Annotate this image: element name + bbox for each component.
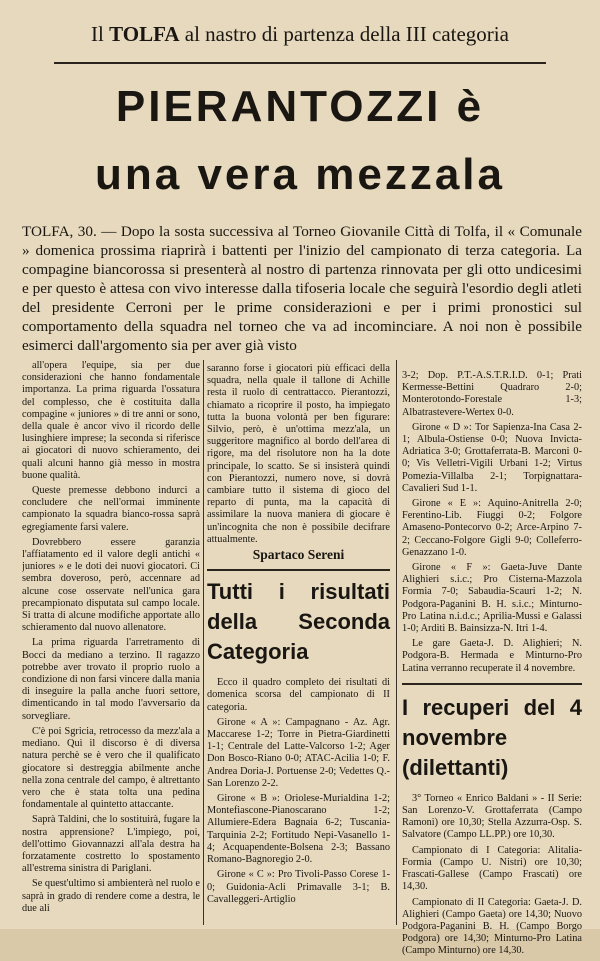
paragraph: La prima riguarda l'arretramento di Bocci da mediano a terzino. Il ragazzo potrebbe aver trovato il proprio ruolo a condizione di non farsi vincere dalla mania di inseguire la palla anche fuori settore, dimenticando in tal modo l'avversario da sorvegliare. — [22, 637, 200, 722]
kicker — [0, 22, 600, 47]
paragraph: Girone « B »: Oriolese-Murialdina 1-2; Montefiascone-Pianoscarano 1-2; Allumiere-Edera Bagnaia 6-2; Tuscania-Tarquinia 2-2; Fortitudo Nepi-Vasanello 1-4; Acquapendente-Bolsena 2-3; Bassano Romano-Bagnoregio 2-0. — [207, 793, 390, 866]
paragraph: Girone « C »: Pro Tivoli-Passo Corese 1-0; Guidonia-Acli Primavalle 3-1; B. Cavalleggeri-Artiglio — [207, 869, 390, 905]
author-signature: Spartaco Sereni — [252, 547, 345, 563]
column-1 — [22, 360, 200, 920]
column-divider — [396, 360, 397, 925]
paragraph: Campionato di I Categoria: Alitalia-Formia (Campo U. Nistri) ore 10,30; Frascati-Gallese (Campo Frascati) ore 14,30. — [402, 844, 582, 893]
paragraph: Girone « A »: Campagnano - Az. Agr. Maccarese 1-2; Torre in Pietra-Giardinetti 1-1; Centrale del Latte-Valcorso 1-2; Ager Don Bosco-Riano 0-0; ATAC-Acilia 1-0; F. Andrea Doria-J. Portuense 2-0; Vedettes Q.-San Lorenzo 2-2. — [207, 716, 390, 789]
divider — [207, 569, 390, 571]
kicker-pre: Il — [91, 22, 110, 46]
column-2 — [207, 363, 390, 909]
paragraph: Dovrebbero essere garanzia l'affiatamento ed il valore degli antichi « juniores » e le doti dei nuovi giocatori. Ci sembra doveroso, però, accennare ad alcune cose osservate nell'unica gara precampionato disputata sul campo locale. Si tratta di alcune modifiche apportate allo schieramento dal nuovo allenatore. — [22, 536, 200, 634]
paragraph: Campionato di II Categoria: Gaeta-J. D. Alighieri (Campo Gaeta) ore 14,30; Nuovo Podgora-Paganini B. H. (Campo Borgo Podgora) ore 14,30; Minturno-Pro Latina (Campo Minturno) ore 14,30. — [402, 896, 582, 957]
paragraph: Girone « D »: Tor Sapienza-Ina Casa 2-1; Albula-Ostiense 0-0; Nuova Invicta-Adriatica 3-0; Grottaferrata-B. Marconi 0-0; Vis Velletri-Vigili Urbani 1-2; Virtus Pomezia-Villalba 2-1; Torpignattara-Cavalieri Sud 1-1. — [402, 421, 582, 494]
paragraph: 3-2; Dop. P.T.-A.S.T.R.I.D. 0-1; Prati Kermesse-Bettini Quadraro 2-0; Monterotondo-Forestale 1-3; Albatrastevere-Wertex 0-0. — [402, 370, 582, 418]
column-3 — [402, 370, 582, 961]
paragraph: 3° Torneo « Enrico Baldani » - II Serie: San Lorenzo-V. Grottaferrata (Campo Ramoni) ore 10,30; Stella Azzurra-Osp. S. Salvatore (Campo LL.PP.) ore 10,30. — [402, 792, 582, 841]
paragraph: C'è poi Sgricia, retrocesso da mezz'ala a mediano. Qui il discorso è di diversa natura perchè se è vero che il qualificato giocatore si destreggia abilmente anche nella zona centrale del campo, è altrettanto vero che è stata tolta una pedina fondamentale al quintetto attaccante. — [22, 725, 200, 811]
paragraph: Se quest'ultimo si ambienterà nel ruolo e saprà in grado di rendere come a destra, le due ali — [22, 878, 200, 914]
headline-line2: una vera mezzala — [95, 150, 505, 199]
paragraph: Saprà Taldini, che lo sostituirà, fugare la nostra apprensione? L'impiego, poi, dell'ottimo Giovannazzi all'ala destra ha forzatamente costretto lo spostamento all'estrema sinistra di Pariglani. — [22, 814, 200, 875]
paragraph: Le gare Gaeta-J. D. Alighieri; N. Podgora-B. Hermada e Minturno-Pro Latina verranno recuperate il 4 novembre. — [402, 638, 582, 674]
kicker-post: al nastro di partenza della III categoria — [179, 22, 509, 46]
paragraph: Queste premesse debbono indurci a concludere che nell'ormai imminente campionato la squadra bianco-rossa saprà egregiamente farsi valere. — [22, 485, 200, 533]
paragraph: all'opera l'equipe, sia per due considerazioni che hanno fondamentale importanza. La prima riguarda l'ossatura del complesso, che è costituita dalla compagine « juniores » di tre anni or sono, della quale è ancor vivo il ricordo delle lusinghiere imprese; la seconda si riferisce ai giocatori di nuovo schieramento, dei quali alcuni hanno già messo in mostra buone qualità. — [22, 360, 200, 481]
lead-paragraph: TOLFA, 30. — Dopo la sosta successiva al Torneo Giovanile Città di Tolfa, il « Comunale » domenica prossima riaprirà i battenti per l'inizio del campionato di terza categoria. La compagine biancorossa si presenterà al nostro di partenza rinnovata per gli otto undicesimi e per questo è attesa con vivo interesse dalla tifoseria locale che seguirà l'esordio degli atleti del presidente Cerroni per le prime considerazioni e per i primi pronostici sul comportamento della squadra nel torneo che va ad incominciare. A noi non è possibile esimerci dall'argomento sia per aver già visto — [22, 223, 582, 354]
section-heading: Tutti i risultati della Seconda Categoria — [207, 579, 390, 665]
divider — [402, 683, 582, 685]
paragraph: Girone « E »: Aquino-Anitrella 2-0; Ferentino-Lib. Fiuggi 0-2; Folgore Amaseno-Pontecorvo 0-2; Arce-Arpino 7-2; Ceccano-Folgore Gigli 9-0; Colleferro-Genazzano 1-0. — [402, 498, 582, 558]
paragraph: Girone « F »: Gaeta-Juve Dante Alighieri s.i.c.; Pro Cisterna-Mazzola Formia 7-0; Sabaudia-Scauri 1-2; N. Podgora-Paganini B. H. s.i.c.; Minturno-Pro Latina n.i.d.c.; Aprilia-Mussi e Galassi 1-0; Arditi B. Bainsizza-N. Itri 1-4. — [402, 562, 582, 635]
column-divider — [203, 360, 204, 925]
headline-line1: PIERANTOZZI è — [115, 82, 485, 131]
divider — [54, 62, 546, 64]
paragraph: saranno forse i giocatori più efficaci della squadra, nella quale il tallone di Achille resta il ruolo di centrattacco. Pierantozzi, chiamato a ricoprire il posto, ha impiegato tutta la buona volontà per ben figurare: Silvio, però, è un'ottima mezz'ala, un suggeritore magnifico al bordo dell'area di rigore, ma del risolutore non ha la dote principale, lo scatto. Se si insisterà quindi con Pierantozzi, numero nove, si dovrà cambiare tutto il sistema di gioco del reparto di punta, ma la capacità di assimilare la nuova maniera di giocare è un'incognita che non è possibile decifrare attualmente. — [207, 363, 390, 545]
paragraph: Ecco il quadro completo dei risultati di domenica scorsa del campionato di II categoria. — [207, 677, 390, 713]
kicker-bold: TOLFA — [109, 22, 180, 46]
section-heading: I recuperi del 4 novembre (dilettanti) — [402, 694, 582, 780]
